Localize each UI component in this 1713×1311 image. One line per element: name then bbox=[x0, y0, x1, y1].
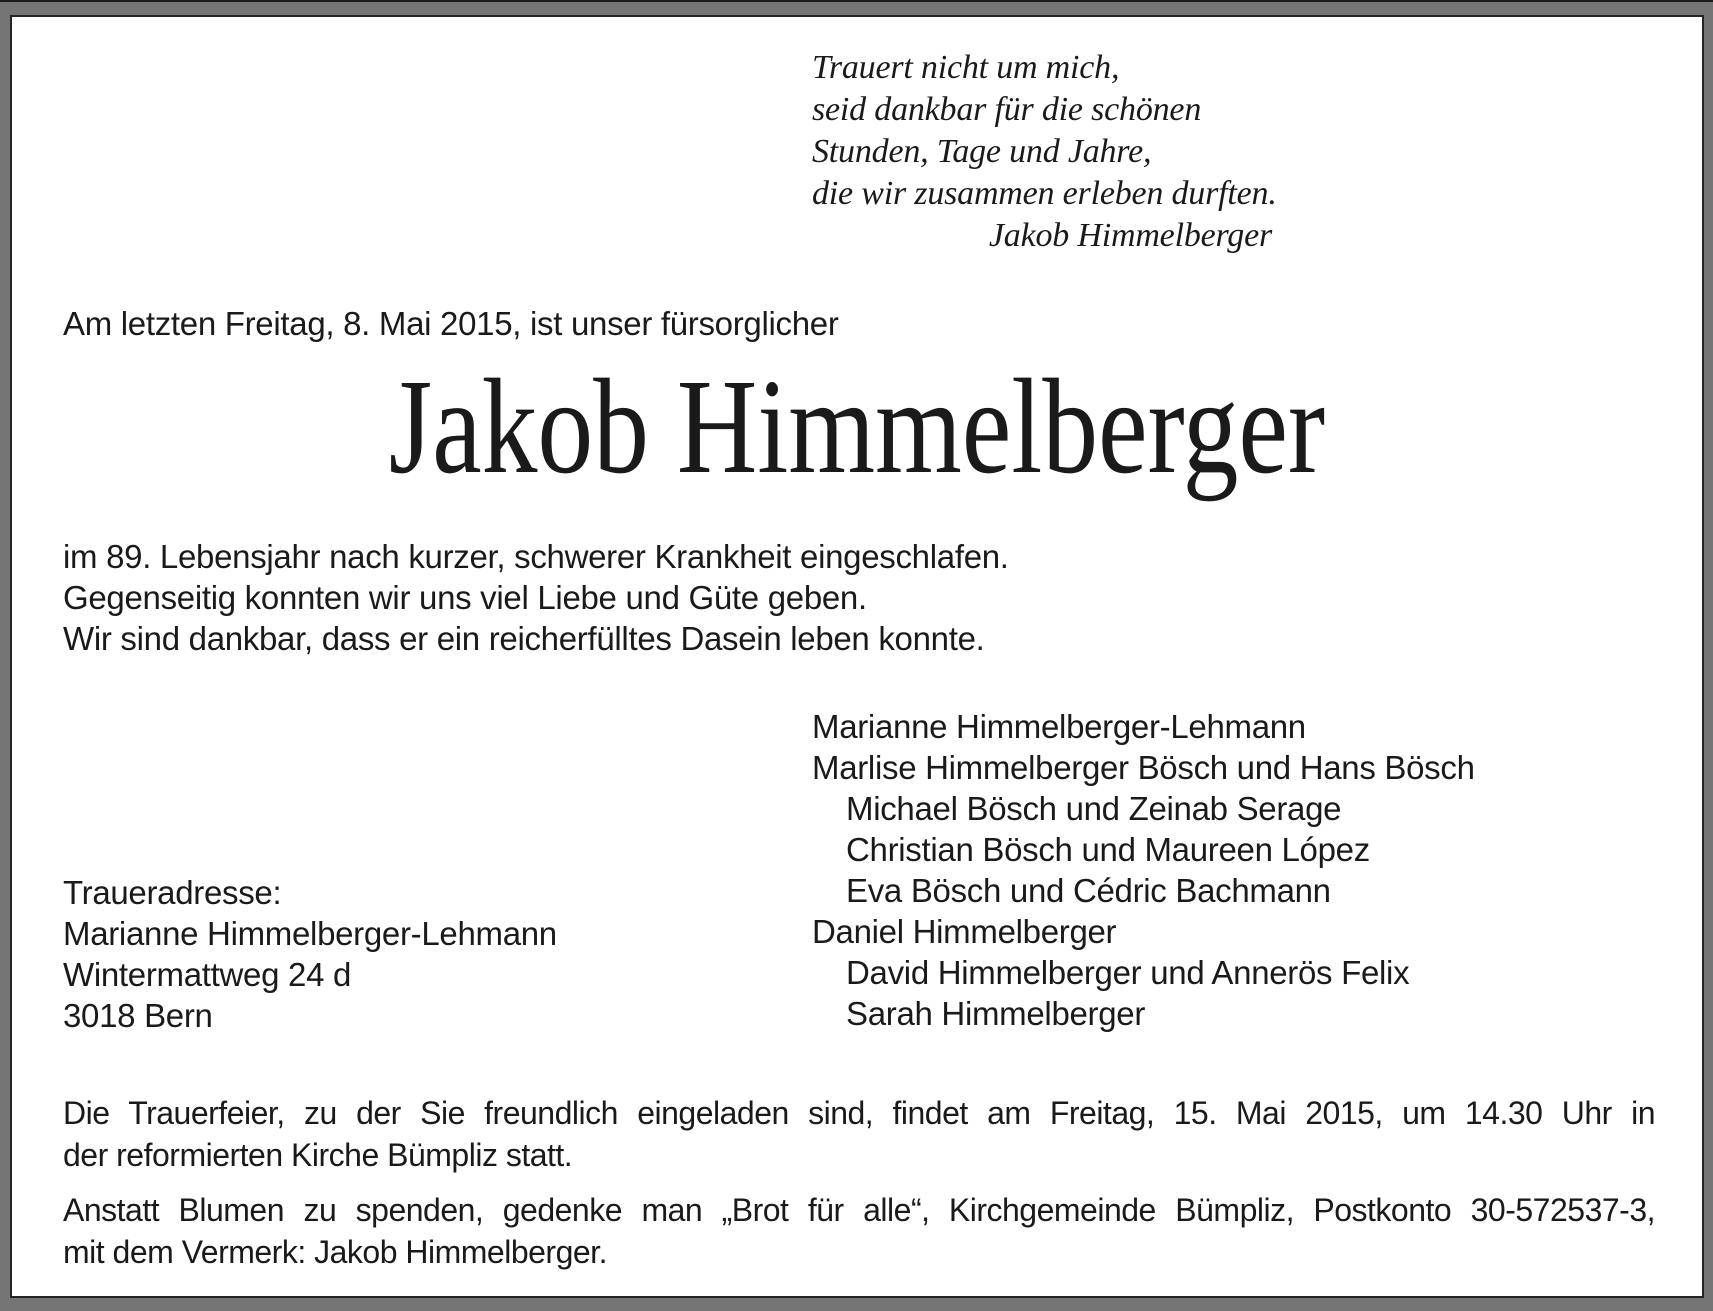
intro-line: Am letzten Freitag, 8. Mai 2015, ist unser fürsorglicher bbox=[63, 305, 839, 342]
donation-notice-line: mit dem Vermerk: Jakob Himmelberger. bbox=[63, 1234, 607, 1270]
mourner-line: David Himmelberger und Annerös Felix bbox=[846, 954, 1410, 991]
epigraph-line: seid dankbar für die schönen bbox=[812, 91, 1202, 128]
title-row bbox=[12, 352, 1702, 502]
epigraph-verse bbox=[812, 47, 1282, 257]
mourning-address-label: Traueradresse: bbox=[63, 874, 282, 911]
mourner-line: Sarah Himmelberger bbox=[846, 995, 1146, 1032]
announcement-line: Wir sind dankbar, dass er ein reicherfülltes Dasein leben konnte. bbox=[63, 620, 985, 657]
mourner-line: Michael Bösch und Zeinab Serage bbox=[846, 790, 1342, 827]
epigraph-line: Stunden, Tage und Jahre, bbox=[812, 133, 1152, 170]
funeral-notice-line: der reformierten Kirche Bümpliz statt. bbox=[63, 1137, 573, 1173]
mourning-address-line: Wintermattweg 24 d bbox=[63, 956, 352, 993]
mourner-line: Marlise Himmelberger Bösch und Hans Bösch bbox=[812, 749, 1475, 786]
epigraph-attribution: Jakob Himmelberger bbox=[988, 217, 1272, 254]
donation-notice-line: Anstatt Blumen zu spenden, gedenke man „Brot für alle“, Kirchgemeinde Bümpliz, Postkonto 30-572537-3, bbox=[63, 1192, 1655, 1228]
obituary-page bbox=[10, 15, 1704, 1298]
mourning-address-block bbox=[63, 872, 557, 1036]
donation-notice-paragraph bbox=[63, 1189, 1655, 1273]
mourner-line: Eva Bösch und Cédric Bachmann bbox=[846, 872, 1331, 909]
announcement-line: Gegenseitig konnten wir uns viel Liebe und Güte geben. bbox=[63, 579, 867, 616]
mourner-line: Christian Bösch und Maureen López bbox=[846, 831, 1370, 868]
announcement-paragraph bbox=[63, 536, 1009, 659]
funeral-notice-paragraph bbox=[63, 1092, 1655, 1176]
funeral-notice-line: Die Trauerfeier, zu der Sie freundlich eingeladen sind, findet am Freitag, 15. Mai 2015, um 14.30 Uhr in bbox=[63, 1095, 1655, 1131]
announcement-line: im 89. Lebensjahr nach kurzer, schwerer Krankheit eingeschlafen. bbox=[63, 538, 1009, 575]
mourner-line: Daniel Himmelberger bbox=[812, 913, 1117, 950]
mourner-line: Marianne Himmelberger-Lehmann bbox=[812, 708, 1306, 745]
epigraph-line: Trauert nicht um mich, bbox=[812, 49, 1120, 86]
mourning-address-line: 3018 Bern bbox=[63, 997, 213, 1034]
epigraph-line: die wir zusammen erleben durften. bbox=[812, 175, 1277, 212]
mourners-list bbox=[812, 706, 1475, 1034]
mourning-address-line: Marianne Himmelberger-Lehmann bbox=[63, 915, 557, 952]
deceased-name-title: Jakob Himmelberger bbox=[388, 352, 1326, 502]
